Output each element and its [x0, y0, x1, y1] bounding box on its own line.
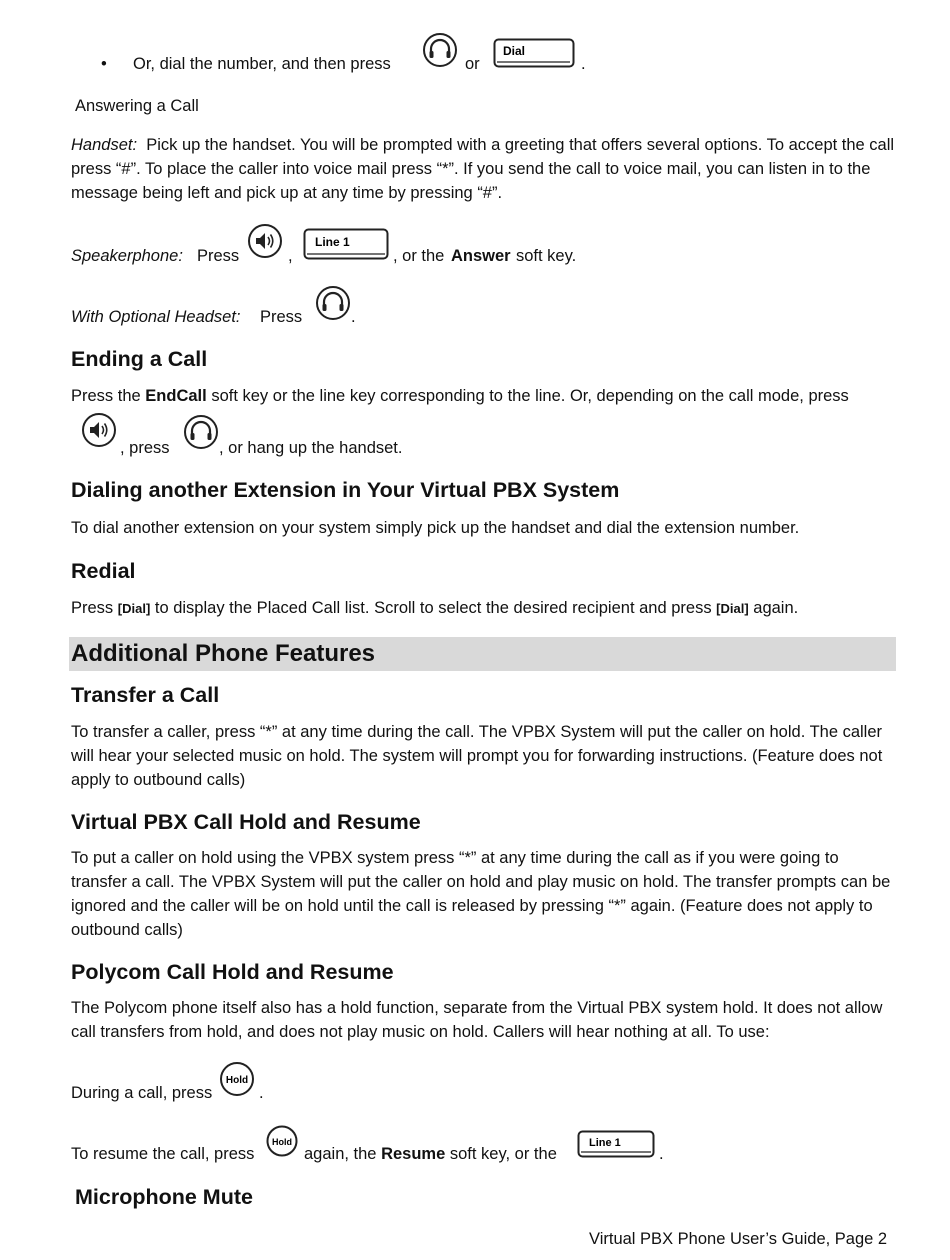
ending-hangup: , or hang up the handset.: [219, 439, 403, 457]
dial-key-icon: [493, 38, 575, 68]
handset-label: Handset:: [71, 136, 138, 154]
headset-icon: [315, 285, 351, 321]
soft-key-text: soft key.: [516, 247, 577, 265]
speaker-icon: [81, 412, 117, 448]
dialing-text: To dial another extension on your system simply pick up the handset and dial the extension number.: [71, 519, 800, 537]
polycom-hold-paragraph: The Polycom phone itself also has a hold function, separate from the Virtual PBX system hold. It does not allow call transfers from hold, and does not play music on hold. Callers will hear nothing at all. To use:: [71, 999, 883, 1041]
line1-key-icon: [303, 228, 389, 260]
ending-line1: Press the EndCall soft key or the line key corresponding to the line. Or, depending on the call mode, press: [71, 387, 849, 405]
period: .: [351, 308, 356, 326]
svg-text:Line 1: Line 1: [589, 1137, 621, 1149]
svg-text:Hold: Hold: [225, 1075, 249, 1086]
vpbx-hold-heading: Virtual PBX Call Hold and Resume: [71, 810, 421, 834]
redial-text: Press [Dial] to display the Placed Call list. Scroll to select the desired recipient and press [Dial] again.: [71, 599, 799, 617]
handset-paragraph: [71, 133, 896, 205]
section-banner: [69, 637, 896, 671]
headset-icon: [183, 414, 219, 450]
line1-key-label: Line 1: [315, 235, 350, 249]
comma: ,: [288, 247, 293, 265]
period: .: [659, 1145, 664, 1163]
transfer-paragraph: To transfer a caller, press “*” at any time during the call. The VPBX System will put the caller on hold. The caller will hear your selected music on hold. The system will prompt you for forwarding instructions. (Feature does not apply to outbound calls): [71, 723, 883, 789]
polycom-hold-heading: Polycom Call Hold and Resume: [71, 960, 394, 984]
transfer-heading: Transfer a Call: [71, 683, 220, 707]
period: .: [581, 55, 586, 73]
hold-button-icon: [219, 1061, 255, 1097]
resume-text: To resume the call, press: [71, 1145, 255, 1163]
speaker-icon: [247, 223, 283, 259]
dial-instruction-text: Or, dial the number, and then press: [133, 55, 391, 73]
answer-softkey-label: Answer: [451, 247, 511, 265]
vpbx-hold-paragraph: To put a caller on hold using the VPBX system press “*” at any time during the call as if you were going to transfer a call. The VPBX System will put the caller on hold and play music on hold. The transfer prompts can be ignored and the caller will be on hold until the call is released by pressing “*” again. (Feature does not apply to outbound calls): [71, 849, 891, 939]
line1-key-icon: [577, 1130, 655, 1158]
svg-text:Hold: Hold: [272, 1137, 292, 1147]
speakerphone-press: Press: [197, 247, 240, 265]
resume-again: again, the Resume soft key, or the: [304, 1145, 557, 1163]
page-footer: Virtual PBX Phone User’s Guide, Page 2: [589, 1230, 888, 1248]
or-text: or: [465, 55, 480, 73]
handset-text: Pick up the handset. You will be prompted with a greeting that offers several options. To accept the call press “#”. To place the caller into voice mail press “*”. If you send the call to voice mail, you can listen in to the message being left and pick up at any time by pressing “#”.: [71, 136, 895, 202]
speakerphone-label: Speakerphone:: [71, 247, 183, 265]
dial-key-label: Dial: [503, 44, 526, 58]
headset-label: With Optional Headset:: [71, 308, 241, 326]
during-call-text: During a call, press: [71, 1084, 213, 1102]
or-the-text: , or the: [393, 247, 445, 265]
headset-icon: [422, 32, 458, 68]
mute-heading: Microphone Mute: [75, 1185, 253, 1209]
additional-heading: Additional Phone Features: [71, 640, 376, 667]
dialing-heading: Dialing another Extension in Your Virtual PBX System: [71, 478, 620, 502]
ending-heading: Ending a Call: [71, 347, 208, 371]
answering-heading: Answering a Call: [75, 97, 199, 115]
ending-press: , press: [120, 439, 170, 457]
headset-press: Press: [260, 308, 303, 326]
hold-button-icon: [266, 1125, 298, 1157]
bullet: •: [101, 55, 107, 73]
period: .: [259, 1084, 264, 1102]
redial-heading: Redial: [71, 559, 136, 583]
